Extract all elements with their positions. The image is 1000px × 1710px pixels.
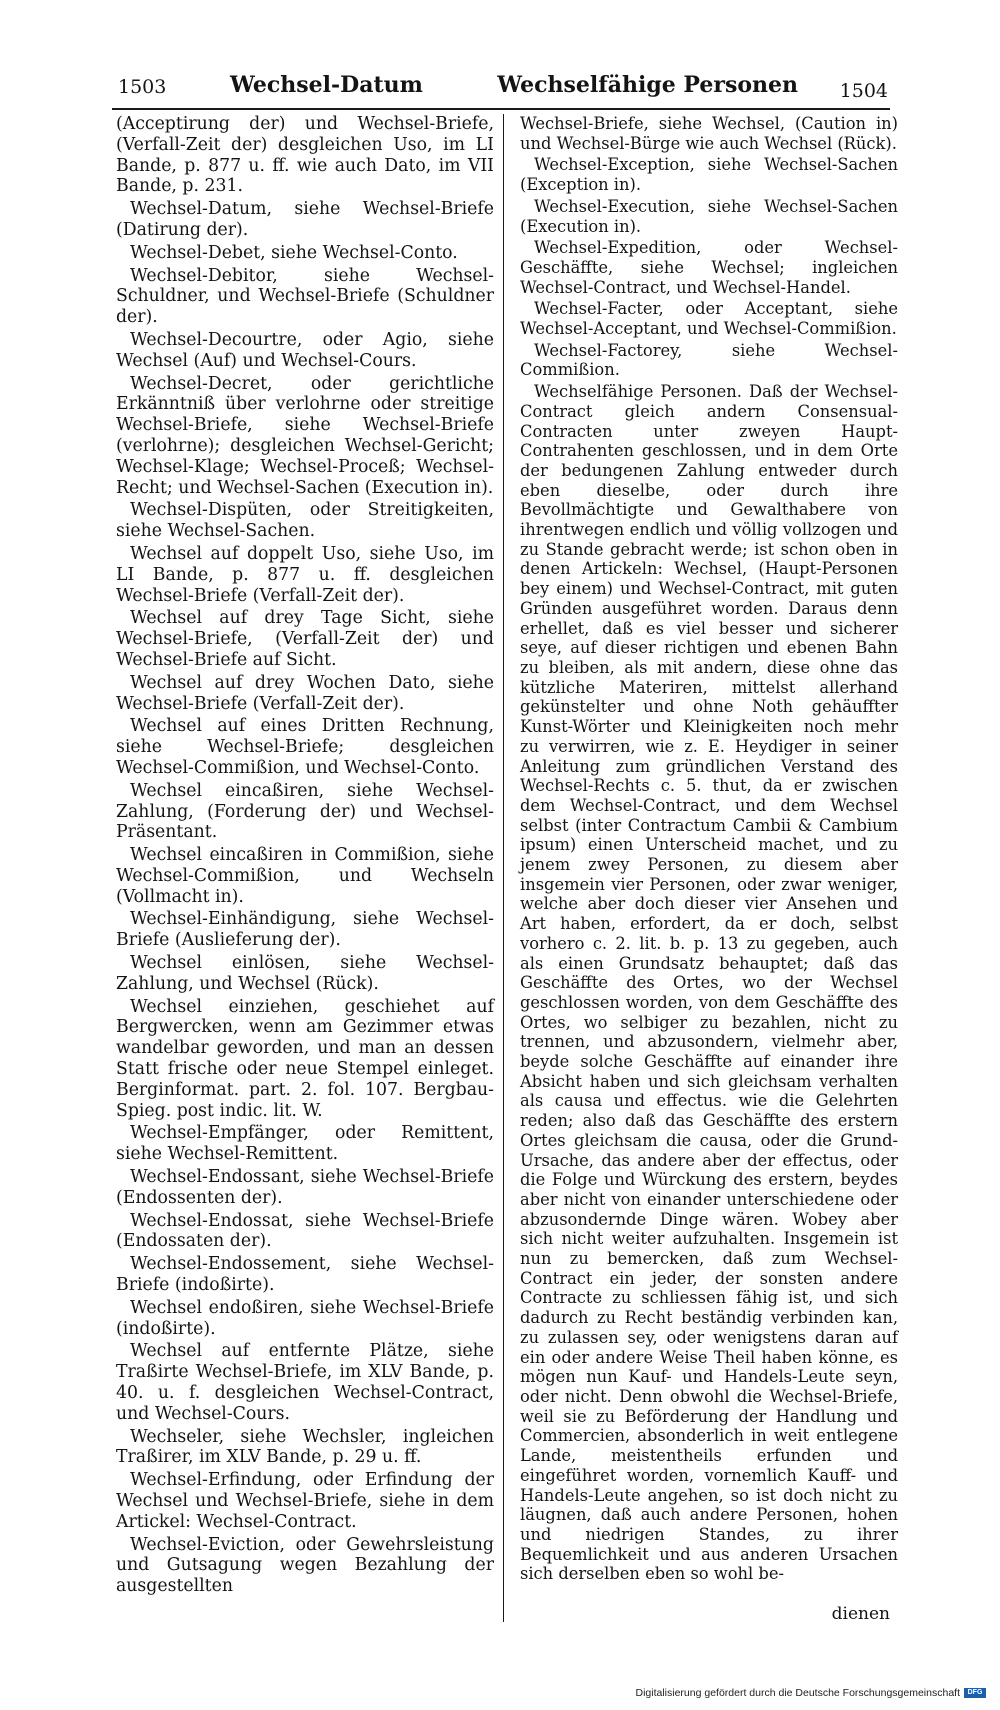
dictionary-entry: Wechsel-Eviction, oder Gewehrsleistung und Gutsagung wegen Bezahlung der ausgestellten [116,1534,494,1597]
dictionary-entry: Wechsel auf entfernte Plätze, siehe Traßirte Wechsel-Briefe, im XLV Bande, p. 40. u. f. desgleichen Wechsel-Contract, und Wechsel-Cours. [116,1341,494,1424]
dictionary-entry: Wechsel endoßiren, siehe Wechsel-Briefe (indoßirte). [116,1297,494,1339]
dictionary-entry: Wechsel-Debet, siehe Wechsel-Conto. [130,242,458,263]
dictionary-entry: (Acceptirung der) und Wechsel-Briefe, (Verfall-Zeit der) desgleichen Uso, im LI Bande, p. 877 u. ff. wie auch Dato, im VII Bande, p. 231. [116,114,494,197]
dictionary-entry: Wechsel eincaßiren in Commißion, siehe Wechsel-Commißion, und Wechseln (Vollmacht in). [116,845,494,907]
dictionary-entry: Wechsel-Endossement, siehe Wechsel-Briefe (indoßirte). [116,1254,494,1296]
dictionary-entry: Wechsel auf doppelt Uso, siehe Uso, im LI Bande, p. 877 u. ff. desgleichen Wechsel-Briefe (Verfall-Zeit der). [116,543,494,606]
dictionary-entry: Wechsel-Decourtre, oder Agio, siehe Wechsel (Auf) und Wechsel-Cours. [116,329,494,371]
column-divider [503,114,504,1622]
dictionary-entry: Wechsel-Debitor, siehe Wechsel-Schuldner, und Wechsel-Briefe (Schuldner der). [116,265,494,328]
dictionary-entry: Wechsel-Erfindung, oder Erfindung der Wechsel und Wechsel-Briefe, siehe in dem Artickel: Wechsel-Contract. [116,1470,494,1532]
right-column [520,114,898,1586]
dictionary-entry: Wechsel-Dispüten, oder Streitigkeiten, siehe Wechsel-Sachen. [116,500,494,542]
dictionary-entry: Wechseler, siehe Wechsler, ingleichen Traßirer, im XLV Bande, p. 29 u. ff. [116,1426,494,1468]
digitization-footer [635,1687,986,1699]
dictionary-entry: Wechsel-Expedition, oder Wechsel-Geschäffte, siehe Wechsel; ingleichen Wechsel-Contract, und Wechsel-Handel. [520,238,898,297]
dictionary-entry: Wechsel-Endossant, siehe Wechsel-Briefe (Endossenten der). [116,1167,494,1208]
dictionary-entry: Wechsel-Execution, siehe Wechsel-Sachen (Execution in). [520,196,898,236]
dfg-logo-icon: DFG [964,1688,986,1698]
running-header [118,72,888,106]
dictionary-entry: Wechsel auf drey Wochen Dato, siehe Wechsel-Briefe (Verfall-Zeit der). [116,672,494,714]
left-column [116,114,494,1599]
header-rule [112,108,890,110]
left-running-title: Wechsel-Datum [230,72,423,98]
right-running-title: Wechselfähige Personen [497,72,798,98]
dictionary-entry: Wechsel-Endossat, siehe Wechsel-Briefe (Endossaten der). [116,1210,494,1252]
footer-text: Digitalisierung gefördert durch die Deutsche Forschungsgemeinschaft [635,1687,960,1699]
dictionary-entry: Wechsel-Decret, oder gerichtliche Erkänntniß über verlohrne oder streitige Wechsel-Briefe, siehe Wechsel-Briefe (verlohrne); desgleichen Wechsel-Gericht; Wechsel-Klage; Wechsel-Proceß; Wechsel-Recht; und Wechsel-Sachen (Execution in). [116,373,494,498]
left-page-number: 1503 [118,76,167,98]
dictionary-entry: Wechsel-Einhändigung, siehe Wechsel-Briefe (Auslieferung der). [116,909,494,951]
dictionary-entry: Wechsel einziehen, geschiehet auf Bergwercken, wenn am Gezimmer etwas wandelbar geworden, und man an dessen Statt frische oder neue Stempel einleget. Berginformat. part. 2. fol. 107. Bergbau-Spieg. post indic. lit. W. [116,996,494,1121]
dictionary-entry: Wechsel-Facter, oder Acceptant, siehe Wechsel-Acceptant, und Wechsel-Commißion. [520,299,898,339]
dictionary-entry: Wechsel-Empfänger, oder Remittent, siehe Wechsel-Remittent. [116,1123,494,1165]
catchword: dienen [831,1604,890,1624]
right-page-number: 1504 [839,80,888,102]
dictionary-entry: Wechsel auf eines Dritten Rechnung, siehe Wechsel-Briefe; desgleichen Wechsel-Commißion, und Wechsel-Conto. [116,716,494,778]
dictionary-entry: Wechsel-Factorey, siehe Wechsel-Commißion. [520,340,898,380]
dictionary-entry: Wechsel-Datum, siehe Wechsel-Briefe (Datirung der). [116,199,494,240]
dictionary-entry: Wechsel-Briefe, siehe Wechsel, (Caution in) und Wechsel-Bürge wie auch Wechsel (Rück). [520,114,898,153]
dictionary-entry: Wechsel einlösen, siehe Wechsel-Zahlung, und Wechsel (Rück). [116,953,494,994]
dictionary-entry: Wechsel eincaßiren, siehe Wechsel-Zahlung, (Forderung der) und Wechsel-Präsentant. [116,780,494,843]
dictionary-entry: Wechsel auf drey Tage Sicht, siehe Wechsel-Briefe, (Verfall-Zeit der) und Wechsel-Briefe auf Sicht. [116,608,494,670]
dictionary-entry: Wechsel-Exception, siehe Wechsel-Sachen (Exception in). [520,155,898,195]
dictionary-entry: Wechselfähige Personen. Daß der Wechsel-Contract gleich andern Consensual-Contracten unter zweyen Haupt-Contrahenten geschlossen, und in dem Orte der bedungenen Zahlung entweder durch eben dieselbe, oder durch ihre Bevollmächtigte und Gewalthabere von ihrentwegen endlich und völlig vollzogen und zu Stande gebracht werde; ist schon oben in denen Artickeln: Wechsel, (Haupt-Personen bey einem) und Wechsel-Contract, mit guten Gründen ausgeführet worden. Daraus denn erhellet, daß es viel besser und sicherer seye, auf dieser richtigen und ebenen Bahn zu bleiben, als mit andern, diese ohne das kützliche Materiren, mittelst allerhand gekünstelter und ohne Noth gehäuffter Kunst-Wörter und Kleinigkeiten noch mehr zu verwirren, wie z. E. Heydiger in seiner Anleitung zum gründlichen Verstand des Wechsel-Rechts c. 5. thut, da er zwischen dem Wechsel-Contract, und dem Wechsel selbst (inter Contractum Cambii & Cambium ipsum) einen Unterscheid machet, und zu jenem zwey Personen, zu diesem aber insgemein vier Personen, oder zwar weniger, welche aber doch dieser vier Ansehen und Art haben, erfordert, da er doch, selbst vorhero c. 2. lit. b. p. 13 zu gegeben, auch als einen Grundsatz behauptet; daß das Geschäffte des Ortes, wo der Wechsel geschlossen worden, von dem Geschäffte des Ortes, wo selbiger zu bezahlen, nicht zu trennen, und abzusondern, vielmehr aber, beyde solche Geschäffte auf einander ihre Absicht haben und sich gleichsam verhalten als causa und effectus. wie die Gelehrten reden; also daß das Geschäffte des erstern Ortes gleichsam die causa, oder die Grund-Ursache, das andere aber der effectus, oder die Folge und Würckung des erstern, beydes aber nicht von einander unterschiedene oder abzusondernde Dinge wären. Wobey aber sich nicht weiter aufzuhalten. Insgemein ist nun zu bemercken, daß zum Wechsel-Contract ein jeder, der sonsten andere Contracte zu schliessen fähig ist, und sich dadurch zu Recht beständig verbinden kan, zu zulassen sey, oder wenigstens daran auf ein oder andere Weise Theil haben könne, es mögen nun Kauf- und Handels-Leute seyn, oder nicht. Denn obwohl die Wechsel-Briefe, weil sie zu Beförderung der Handlung und Commercien, absonderlich in weit entlegene Lande, meistentheils erfunden und eingeführet worden, vornemlich Kauff- und Handels-Leute angehen, so ist doch nicht zu läugnen, daß auch andere Personen, hohen und niedrigen Standes, zu ihrer Bequemlichkeit und aus anderen Ursachen sich derselben eben so wohl be- [520,382,898,1584]
